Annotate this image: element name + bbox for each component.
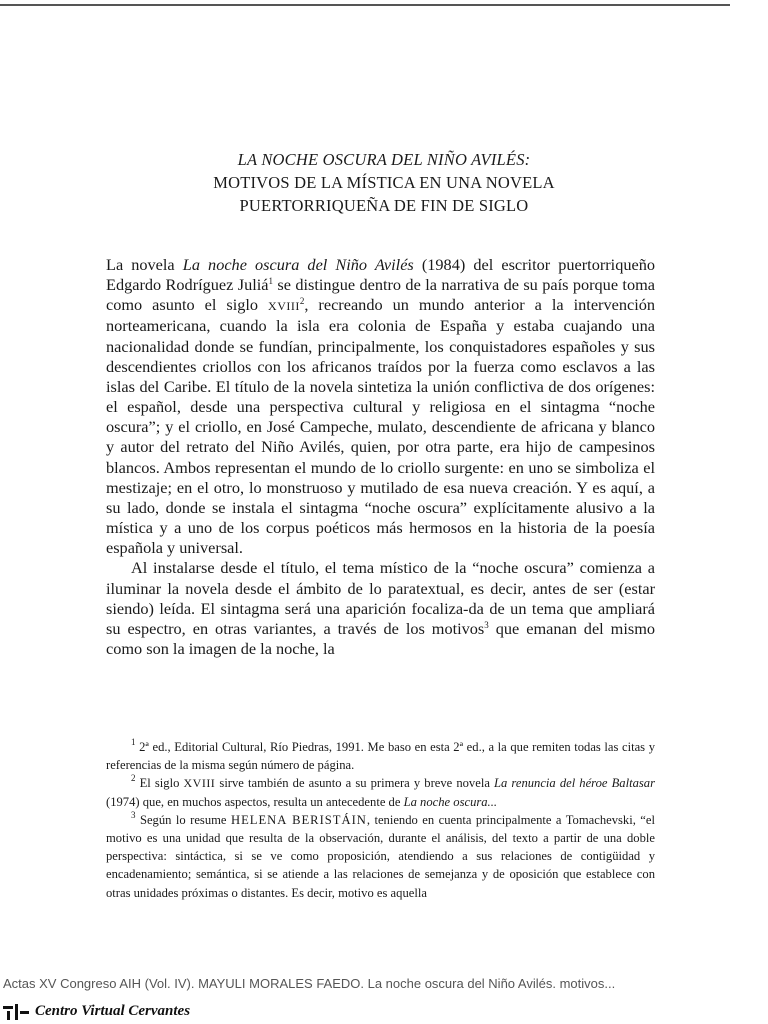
footnote-ref-3: 3 [484,619,489,630]
cvc-logo-icon [3,1004,29,1020]
cvc-logo [3,1003,190,1020]
footnote-ref-1: 1 [268,276,274,287]
footnote-number: 1 [131,737,136,747]
footer-caption: Actas XV Congreso AIH (Vol. IV). MAYULI MORALES FAEDO. La noche oscura del Niño Avilés. motivos... [3,976,616,991]
title-line-1: LA NOCHE OSCURA DEL NIÑO AVILÉS: [237,150,531,169]
footnote-ref-2: 2 [299,296,305,307]
footnotes [106,738,655,902]
century-numeral: XVIII [268,299,300,314]
cvc-brand-name: Centro Virtual Cervantes [35,1003,191,1019]
footnote-number: 2 [131,773,136,784]
paragraph-1: La novela La noche oscura del Niño Avilés (1984) del escritor puertorriqueño Edgardo Rodríguez Juliá$^1$ se distingue dentro de la narrativa de su país porque toma como asunto el siglo XVIII$^2$, recreando un mundo anterior a la intervención norteamericana, cuando la isla era colonia de España y estaba cuajando una nacionalidad donde se fundían, principalmente, los conquistadores españoles y sus descendientes criollos con los africanos traídos por la fuerza como esclavos a las islas del Caribe. El título de la novela sintetiza la unión conflictiva de dos orígenes: el español, desde una perspectiva cultural y religiosa en el sintagma “noche oscura”; y el criollo, en José Campeche, mulato, descendiente de africana y blanco y autor del retrato del Niño Avilés, quien, por otra parte, era hijo de campesinos blancos. Ambos representan el mundo de lo criollo surgente: en uno se simboliza el mestizaje; en el otro, lo monstruoso y mutilado de esa nueva creación. Y es aquí, a su lado, donde se instala el sintagma “noche oscura” explícitamente alusivo a la mística y a uno de los corpus poéticos más hermosos en la historia de la poesía española y universal. [106,255,656,558]
article-title [0,148,768,217]
footnote-number: 3 [131,809,136,820]
paragraph-2: Al instalarse desde el título, el tema místico de la “noche oscura” comienza a iluminar la novela desde el ámbito de lo paratextual, es decir, antes de ser (estar siendo) leída. El sintagma será una aparición focaliza-da de un tema que ampliará su espectro, en otras variantes, a través de los motivos$^3$ que emanan del mismo como son la imagen de la noche, la [106,558,655,658]
footnote-3: $^3$ Según lo resume HELENA BERISTÁIN, teniendo en cuenta principalmente a Tomachevski, “el motivo es una unidad que resulta de la observación, durante el análisis, del texto a partir de una doble perspectiva: sintáctica, si se ve como proposición, atendiendo a sus relaciones de contigüidad y encadenamiento; semántica, si se atiende a las relaciones de semejanza y de oposición que establece con otras unidades próximas o distantes. Es decir, motivo es aquella [106,809,655,900]
title-line-2: MOTIVOS DE LA MÍSTICA EN UNA NOVELA [213,173,555,192]
novel-title: La noche oscura del Niño Avilés [182,255,414,274]
author-name: HELENA BERISTÁIN [230,812,367,827]
article-body [106,255,655,659]
footnote-2: $^2$ El siglo XVIII sirve también de asunto a su primera y breve novela La renuncia del héroe Baltasar (1974) que, en muchos aspectos, resulta un antecedente de La noche oscura... [106,773,655,809]
footnote-1: $^1$ 2ª ed., Editorial Cultural, Río Piedras, 1991. Me baso en esta 2ª ed., a la que remiten todas las citas y referencias de la misma según número de página. [106,737,655,773]
title-line-3: PUERTORRIQUEÑA DE FIN DE SIGLO [239,196,529,215]
top-rule [0,4,730,6]
